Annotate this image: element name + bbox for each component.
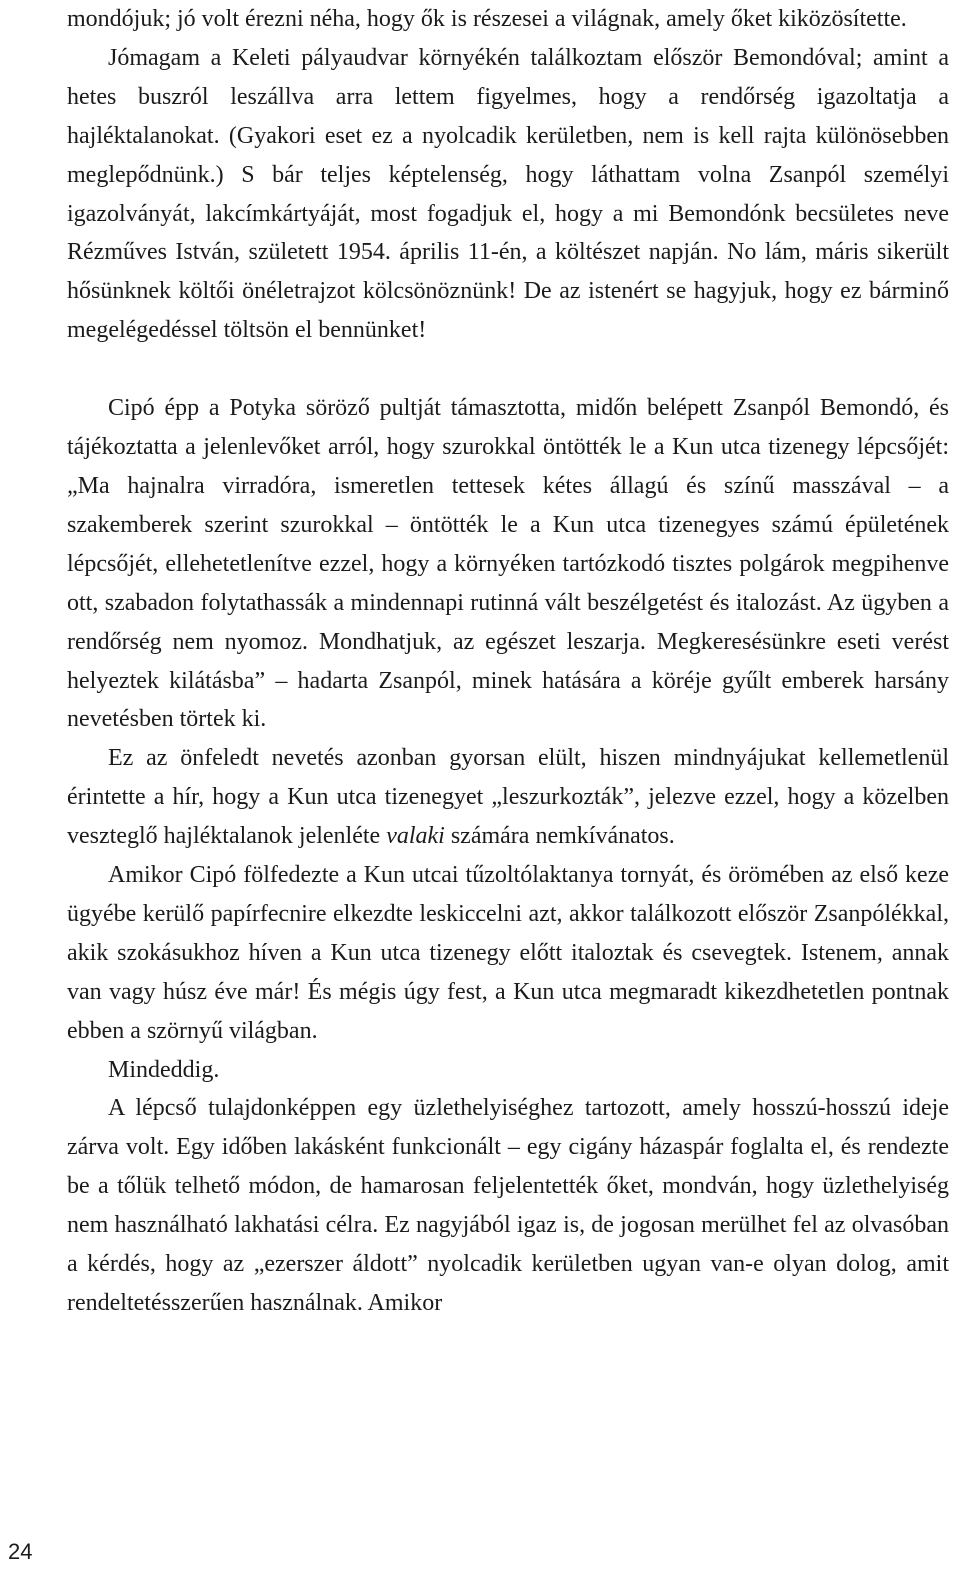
paragraph-fire-tower: Amikor Cipó fölfedezte a Kun utcai tűzoltólaktanya tornyát, és örömében az első keze ügyébe kerülő papírfecnire elkezdte leskiccelni azt, akkor találkozott először Zsanpólékkal, akik szokásukhoz híven a Kun utca tizenegy előtt italoztak és csevegtek. Istenem, annak van vagy húsz éve már! És mégis úgy fest, a Kun utca megmaradt kikezdhetetlen pontnak ebben a szörnyű világban. <box>67 862 949 1044</box>
paragraph-laughter <box>67 739 949 856</box>
paragraph-laughter-text-after: számára nemkívánatos. <box>444 823 675 850</box>
paragraph-continued: mondójuk; jó volt érezni néha, hogy ők is részesei a világnak, amely őket kiközösítette. <box>67 6 907 32</box>
body-text <box>67 0 949 1323</box>
page-number: 24 <box>8 1539 33 1564</box>
paragraph-staircase: A lépcső tulajdonképpen egy üzlethelyiséghez tartozott, amely hosszú-hosszú ideje zárva volt. Egy időben lakásként funkcionált – egy cigány házaspár foglalta el, és rendezte be a tőlük telhető módon, de hamarosan feljelentették őket, mondván, hogy üzlethelyiség nem használható lakhatási célra. Ez nagyjából igaz is, de jogosan merülhet fel az olvasóban a kérdés, hogy az „ezerszer áldott” nyolcadik kerületben ugyan van-e olyan dolog, amit rendeltetésszerűen használnak. Amikor <box>67 1095 949 1316</box>
emphasis-word: valaki <box>386 823 445 850</box>
paragraph-laughter-text-before: Ez az önfeledt nevetés azonban gyorsan elült, hiszen mindnyájukat kellemetlenül érintette a hír, hogy a Kun utca tizenegyet „leszurkozták”, jelezve ezzel, hogy a közelben veszteglő hajléktalanok jelenléte <box>67 745 949 850</box>
paragraph-meeting-bemondo: Jómagam a Keleti pályaudvar környékén találkoztam először Bemondóval; amint a hetes buszról leszállva arra lettem figyelmes, hogy a rendőrség igazoltatja a hajléktalanokat. (Gyakori eset ez a nyolcadik kerületben, nem is kell rajta különösebben meglepődnünk.) S bár teljes képtelenség, hogy láthattam volna Zsanpól személyi igazolványát, lakcímkártyáját, most fogadjuk el, hogy a mi Bemondónk becsületes neve Rézműves István, született 1954. április 11-én, a költészet napján. No lám, máris sikerült hősünknek költői önéletrajzot kölcsönöznünk! De az istenért se hagyjuk, hogy ez bárminő megelégedéssel töltsön el bennünket! <box>67 44 949 344</box>
paragraph-potyka-pub: Cipó épp a Potyka söröző pultját támasztotta, midőn belépett Zsanpól Bemondó, és tájékoztatta a jelenlevőket arról, hogy szurokkal öntötték le a Kun utca tizenegy lépcsőjét: „Ma hajnalra virradóra, ismeretlen tettesek kétes állagú és színű masszával – a szakemberek szerint szurokkal – öntötték le a Kun utca tizenegyes számú épületének lépcsőjét, ellehetetlenítve ezzel, hogy a környéken tartózkodó tisztes polgárok megpihenve ott, szabadon folytathassák a mindennapi rutinná vált beszélgetést és italozást. Az ügyben a rendőrség nem nyomoz. Mondhatjuk, az egészet leszarja. Megkeresésünkre eseti verést helyeztek kilátásba” – hadarta Zsanpól, minek hatására a köréje gyűlt emberek harsány nevetésben törtek ki. <box>67 395 949 733</box>
paragraph-until-now: Mindeddig. <box>108 1056 220 1083</box>
section-break <box>67 350 949 389</box>
